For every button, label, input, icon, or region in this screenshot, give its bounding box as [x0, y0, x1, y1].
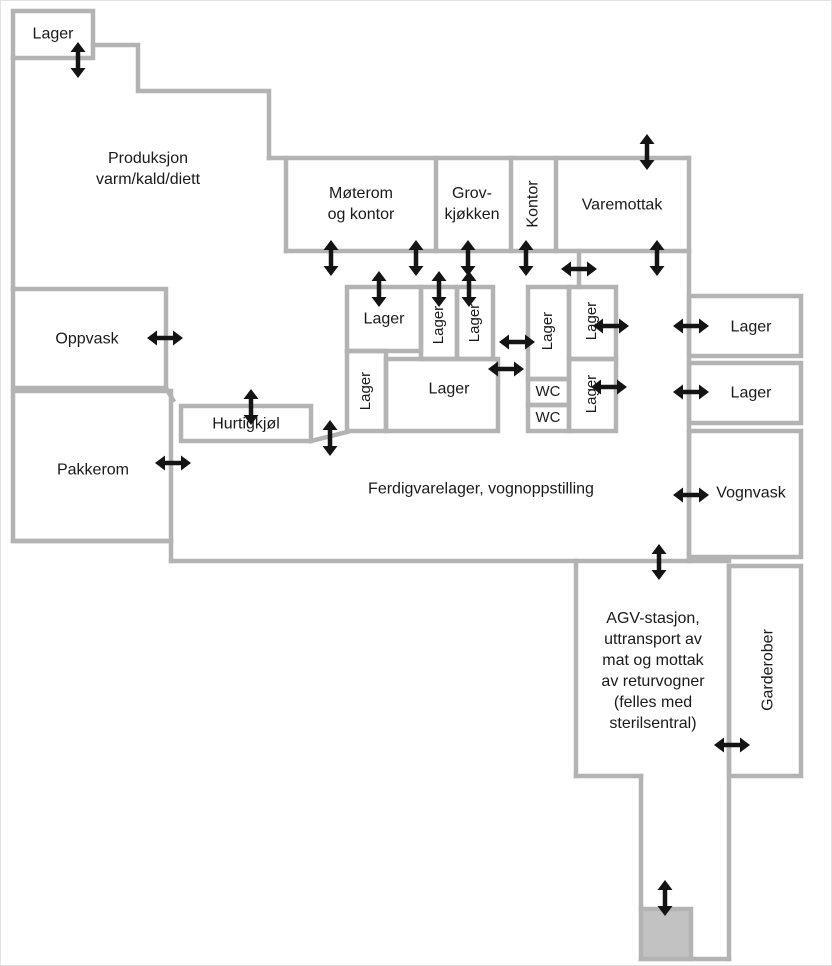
agv-line-5: (felles med	[613, 694, 693, 711]
door-arrow-kontor	[519, 240, 534, 276]
room-label-lager-v4: Lager	[583, 301, 600, 341]
room-label-oppvask: Oppvask	[55, 330, 119, 348]
wall-top-step	[93, 45, 269, 158]
door-arrow-moterom	[324, 240, 339, 276]
agv-line-6: sterilsentral)	[609, 715, 697, 732]
room-label-lager-right-2: Lager	[730, 384, 772, 402]
room-label-moterom	[328, 183, 395, 225]
agv-line-4: av returvogner	[601, 673, 705, 690]
door-arrow-garderober	[714, 738, 750, 753]
room-label-varemottak: Varemottak	[581, 196, 663, 214]
grovkjokken-line-2: kjøkken	[444, 206, 500, 223]
room-label-lager-mid-top: Lager	[363, 310, 405, 328]
room-label-lager-mid-low: Lager	[428, 380, 470, 398]
room-label-grovkjokken	[444, 183, 499, 225]
room-label-lager-right-1: Lager	[730, 318, 772, 336]
room-label-wc-top: WC	[535, 383, 561, 400]
agv-line-3: mat og mottak	[602, 652, 704, 669]
room-label-lager-v1: Lager	[430, 305, 447, 345]
room-label-ferdigvarelager: Ferdigvarelager, vognoppstilling	[368, 480, 594, 498]
grovkjokken-line-1: Grov-	[452, 185, 492, 202]
room-label-kontor: Kontor	[524, 180, 542, 228]
room-label-vognvask: Vognvask	[716, 484, 786, 502]
room-label-pakkerom: Pakkerom	[56, 461, 130, 479]
room-label-produksjon	[96, 148, 200, 190]
door-arrow-varemottak	[650, 240, 665, 276]
room-label-lager-v2: Lager	[466, 303, 483, 343]
elevator-shaft-box	[641, 909, 691, 959]
produksjon-line-1: Produksjon	[107, 150, 189, 167]
door-arrow-grovkjokken-right	[461, 240, 476, 276]
room-label-lager-nw: Lager	[32, 25, 74, 43]
room-label-agv	[601, 608, 704, 734]
agv-line-1: AGV-stasjon,	[606, 610, 700, 627]
room-label-hurtigkjol: Hurtigkjøl	[212, 415, 280, 433]
door-arrow-grovkjokken-left	[409, 240, 424, 276]
room-label-lager-v3: Lager	[539, 311, 556, 351]
moterom-line-2: og kontor	[327, 206, 395, 223]
room-label-garderober: Garderober	[759, 629, 777, 711]
moterom-line-1: Møterom	[329, 185, 393, 202]
room-label-wc-bottom: WC	[535, 409, 561, 426]
door-arrow-lager-mid-low	[488, 362, 524, 377]
room-label-lager-v5: Lager	[583, 374, 600, 414]
produksjon-line-2: varm/kald/diett	[95, 171, 201, 188]
agv-line-2: uttransport av	[604, 631, 702, 648]
room-label-lager-low-vert: Lager	[357, 371, 374, 411]
door-arrow-varemottak-exterior	[640, 134, 655, 170]
